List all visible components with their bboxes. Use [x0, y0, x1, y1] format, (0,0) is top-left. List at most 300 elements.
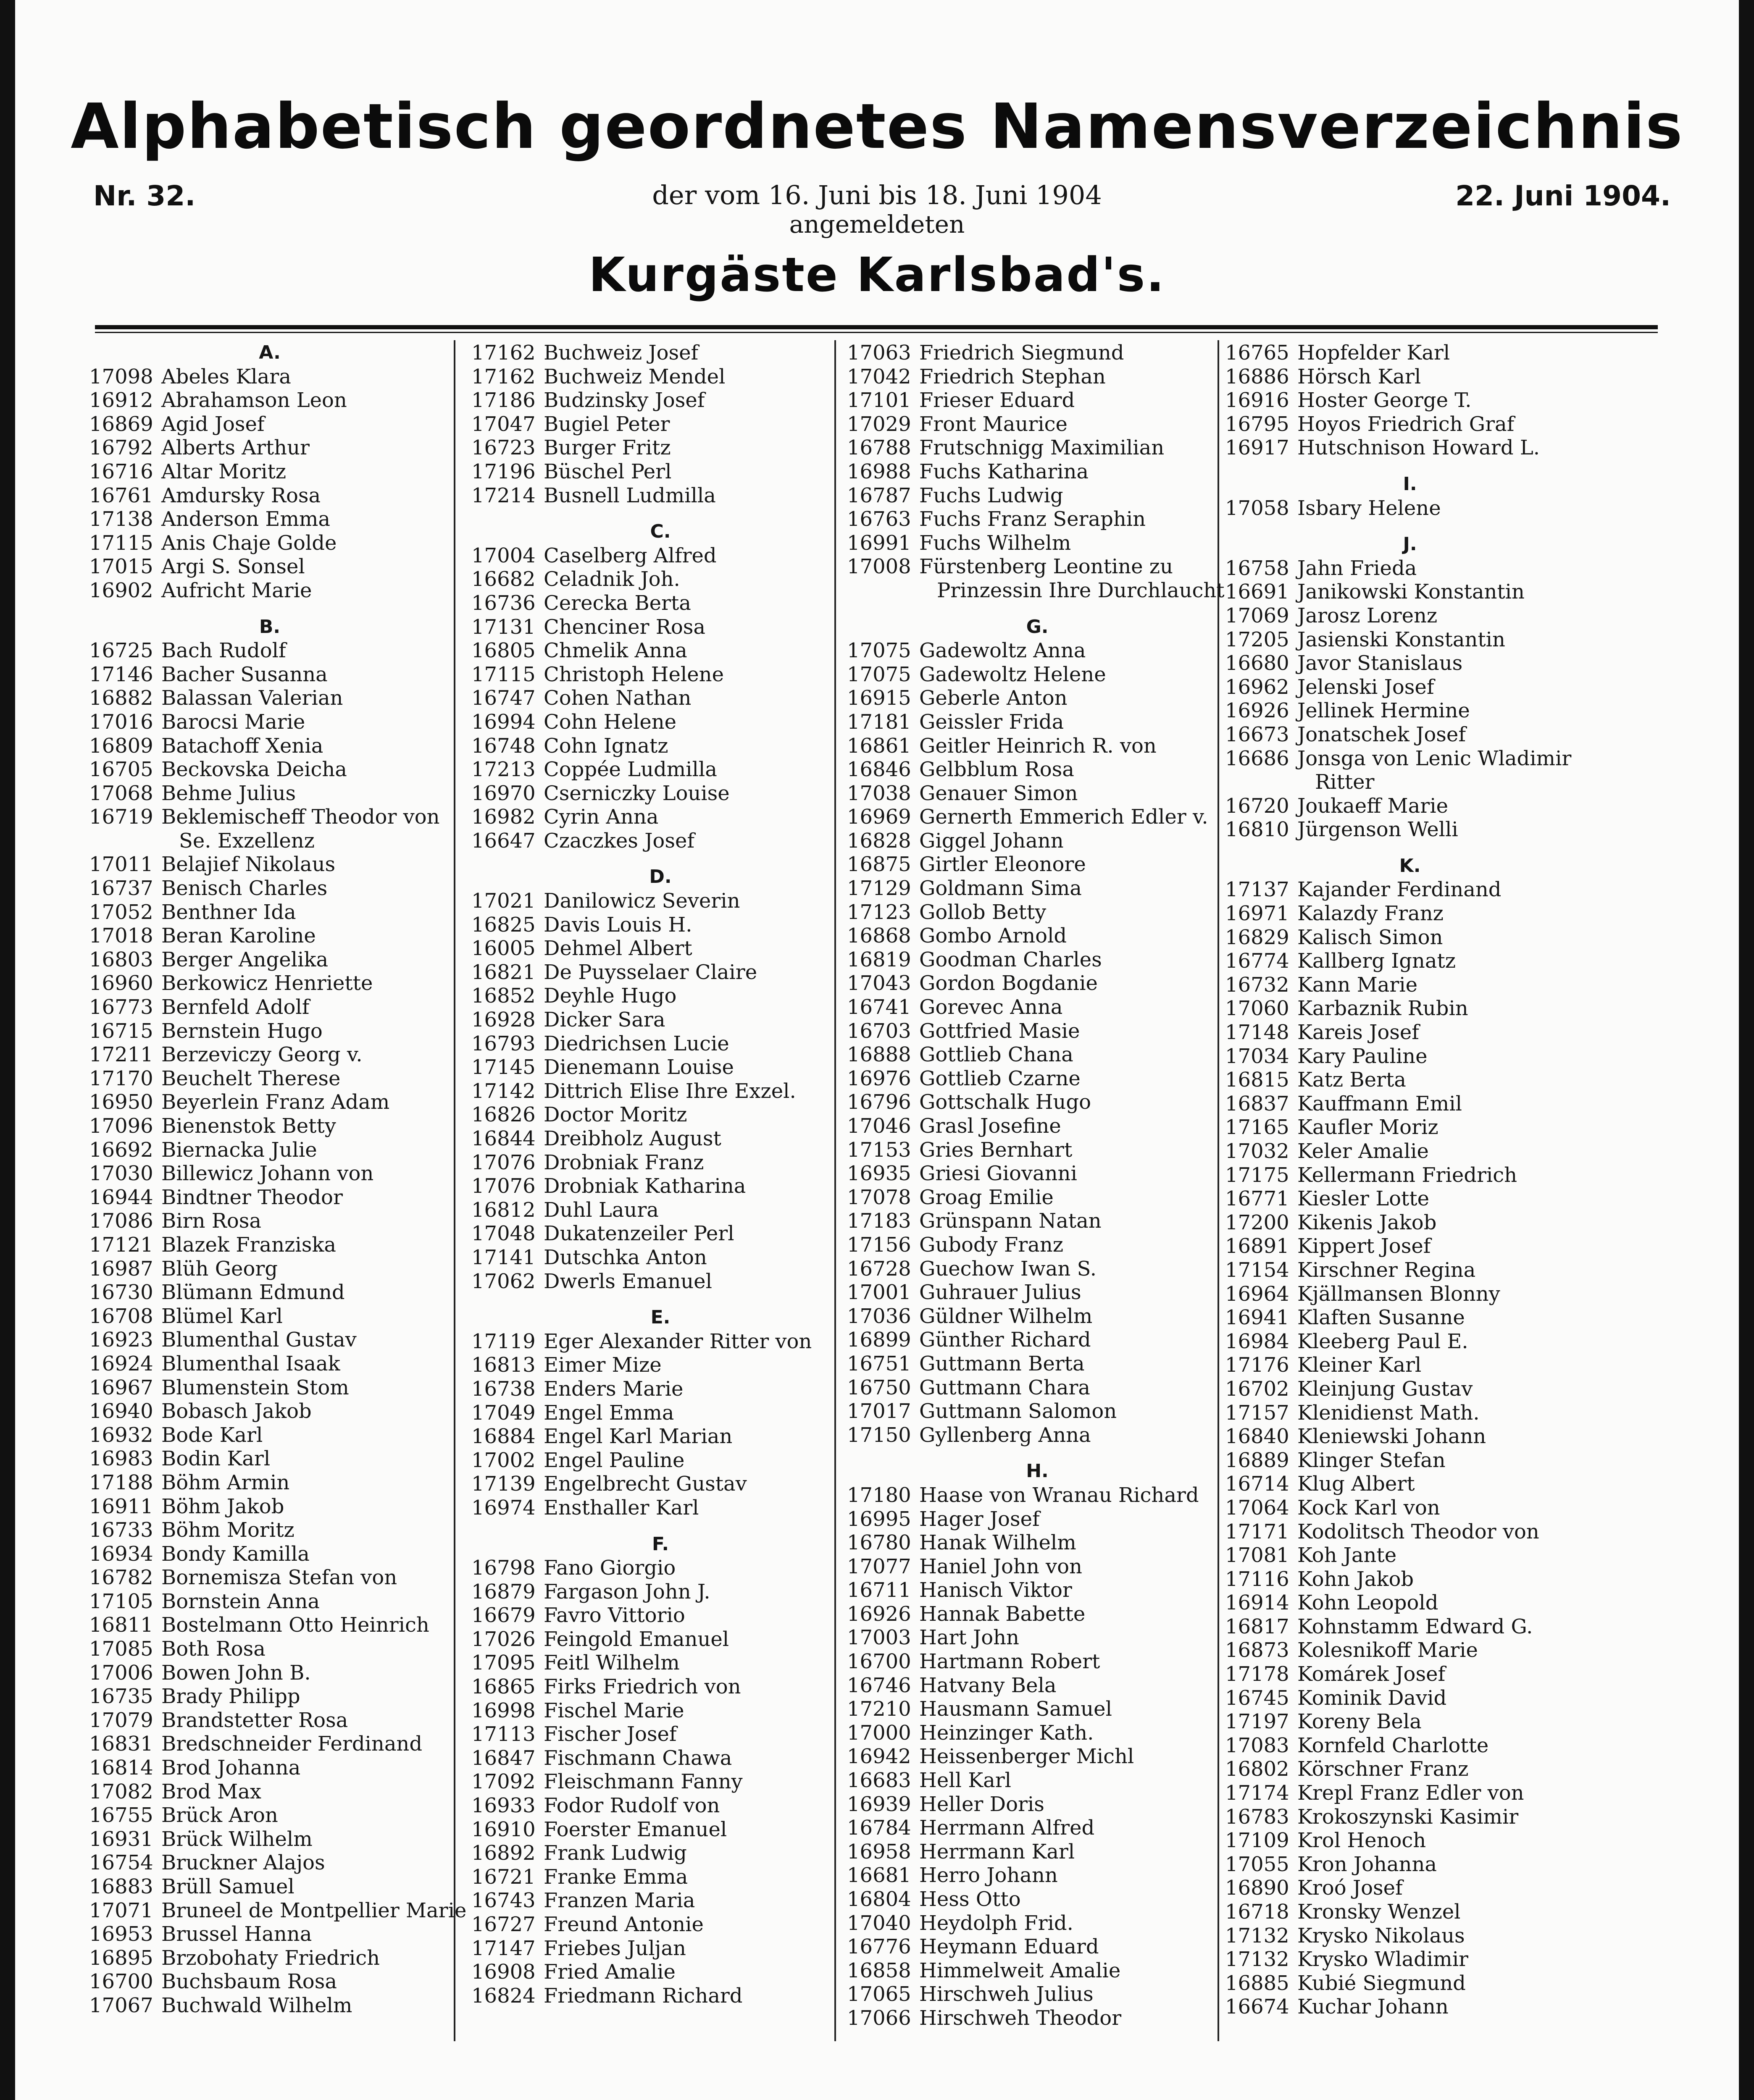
guest-number: 17171 [1225, 1520, 1289, 1544]
guest-name: Brück Wilhelm [161, 1827, 313, 1851]
guest-entry [89, 734, 450, 758]
guest-number: 17002 [471, 1448, 536, 1472]
guest-number: 17003 [847, 1626, 911, 1650]
guest-entry [471, 913, 849, 937]
guest-number: 16892 [471, 1841, 536, 1865]
guest-entry [847, 1840, 1228, 1864]
header-rule [95, 325, 1658, 333]
guest-name: Abrahamson Leon [161, 388, 347, 412]
guest-name: Cserniczky Louise [544, 781, 730, 805]
guest-number: 17069 [1225, 604, 1289, 627]
guest-entry [89, 948, 450, 972]
guest-name: Katz Berta [1297, 1068, 1406, 1092]
guest-entry [471, 388, 849, 412]
guest-name: Kohn Jakob [1297, 1567, 1414, 1591]
guest-name: Engelbrecht Gustav [544, 1472, 747, 1496]
guest-name: Gernerth Emmerich Edler v. [919, 805, 1208, 829]
guest-name: Blumenthal Isaak [161, 1352, 340, 1376]
guest-entry [847, 1114, 1228, 1138]
guest-name: Fuchs Katharina [919, 459, 1089, 483]
guest-number: 16796 [847, 1090, 911, 1114]
guest-number: 16914 [1225, 1591, 1289, 1615]
guest-name: Bugiel Peter [544, 412, 670, 436]
guest-name: Dehmel Albert [544, 937, 692, 961]
section-gap [1225, 460, 1595, 472]
guest-name: Argi S. Sonsel [161, 555, 305, 579]
guest-entry [89, 971, 450, 995]
guest-name: Beklemischeff Theodor von [161, 805, 440, 829]
guest-name: Kikenis Jakob [1297, 1210, 1437, 1234]
guest-entry [89, 1518, 450, 1542]
guest-number: 17101 [847, 388, 911, 412]
guest-entry [1225, 997, 1595, 1021]
guest-entry [847, 1602, 1228, 1626]
guest-name: Giggel Johann [919, 829, 1064, 853]
guest-entry [471, 544, 849, 568]
guest-number: 17075 [847, 662, 911, 686]
guest-entry [471, 1960, 849, 1984]
guest-name: Brussel Hanna [161, 1922, 312, 1946]
guest-entry [847, 1423, 1228, 1447]
guest-entry [89, 663, 450, 687]
section-gap [1225, 520, 1595, 533]
guest-name: Janikowski Konstantin [1297, 580, 1525, 604]
guest-entry [1225, 1757, 1595, 1781]
guest-number: 17078 [847, 1185, 911, 1209]
guest-number: 17186 [471, 388, 536, 412]
guest-number: 16983 [89, 1447, 153, 1471]
guest-name: Kolesnikoff Marie [1297, 1638, 1478, 1662]
guest-entry [847, 1578, 1228, 1602]
guest-name: Kominik David [1297, 1686, 1447, 1710]
guest-name: Gottfried Masie [919, 1019, 1080, 1043]
guest-name: Balassan Valerian [161, 686, 343, 710]
guest-number: 17036 [847, 1304, 911, 1328]
guest-name: Hell Karl [919, 1769, 1011, 1793]
guest-name: Brüll Samuel [161, 1875, 295, 1898]
letter-section-heading: J. [1403, 533, 1417, 555]
guest-entry [89, 1851, 450, 1875]
guest-number: 17196 [471, 459, 536, 483]
guest-number: 17077 [847, 1554, 911, 1578]
guest-number: 16821 [471, 960, 536, 984]
guest-number: 16994 [471, 710, 536, 734]
guest-number: 16725 [89, 639, 153, 663]
guest-number: 16784 [847, 1816, 911, 1840]
guest-number: 17004 [471, 543, 536, 567]
section-heading: Kurgäste Karlsbad's. [589, 248, 1165, 302]
guest-entry [89, 877, 450, 900]
letter-section-heading: C. [650, 521, 671, 543]
guest-entry [471, 1449, 849, 1473]
guest-number: 17154 [1225, 1258, 1289, 1282]
column-divider [454, 340, 455, 2041]
guest-entry [1225, 973, 1595, 997]
guest-name: Geberle Anton [919, 686, 1068, 710]
guest-name: Krepl Franz Edler von [1297, 1781, 1524, 1805]
guest-entry [1225, 794, 1595, 818]
guest-number: 16873 [1225, 1638, 1289, 1662]
guest-entry [89, 758, 450, 782]
guest-number: 16735 [89, 1685, 153, 1709]
guest-number: 16865 [471, 1675, 536, 1699]
guest-name: Brzobohaty Friedrich [161, 1946, 380, 1970]
guest-name: Kubié Siegmund [1297, 1971, 1466, 1995]
guest-entry [847, 1257, 1228, 1281]
guest-entry [847, 1887, 1228, 1911]
guest-entry [1225, 1330, 1595, 1354]
guest-name: Bobasch Jakob [161, 1399, 312, 1423]
guest-number: 17157 [1225, 1401, 1289, 1425]
guest-number: 17150 [847, 1423, 911, 1447]
guest-entry [471, 615, 849, 639]
guest-name: Bodin Karl [161, 1447, 271, 1471]
guest-name: Guechow Iwan S. [919, 1257, 1097, 1281]
guest-number: 16780 [847, 1531, 911, 1555]
guest-number: 16647 [471, 829, 536, 853]
guest-name: Komárek Josef [1297, 1662, 1446, 1686]
letter-section-heading: A. [259, 342, 281, 363]
guest-name: Eger Alexander Ritter von [544, 1329, 812, 1353]
guest-name: Guttmann Salomon [919, 1399, 1117, 1423]
guest-name: Hoster George T. [1297, 388, 1472, 412]
guest-number: 16805 [471, 639, 536, 663]
guest-number: 16934 [89, 1542, 153, 1566]
guest-number: 16895 [89, 1946, 153, 1970]
guest-number: 17047 [471, 412, 536, 436]
guest-entry [471, 937, 849, 961]
guest-entry [1225, 1163, 1595, 1187]
guest-number: 16765 [1225, 341, 1289, 365]
section-gap [847, 603, 1228, 615]
guest-entry [847, 1399, 1228, 1423]
guest-number: 17146 [89, 662, 153, 686]
guest-name: Franzen Maria [544, 1889, 695, 1913]
guest-name: Kronsky Wenzel [1297, 1900, 1461, 1924]
guest-name: Geissler Frida [919, 710, 1064, 734]
guest-number: 16964 [1225, 1282, 1289, 1306]
guest-entry [847, 1352, 1228, 1376]
guest-entry [471, 1651, 849, 1675]
guest-name: Hatvany Bela [919, 1673, 1057, 1697]
guest-number: 16736 [471, 591, 536, 615]
guest-entry [1225, 1853, 1595, 1877]
guest-number: 16844 [471, 1127, 536, 1150]
guest-name: Kalazdy Franz [1297, 902, 1444, 926]
guest-number: 17000 [847, 1721, 911, 1745]
guest-entry [471, 829, 849, 853]
guest-entry [1225, 1092, 1595, 1116]
guest-number: 16995 [847, 1507, 911, 1531]
guest-name: Heinzinger Kath. [919, 1721, 1094, 1745]
guest-entry [471, 1770, 849, 1794]
guest-name: Groag Emilie [919, 1185, 1054, 1209]
newspaper-page [15, 0, 1739, 2100]
guest-name: Jonatschek Josef [1297, 722, 1466, 746]
guest-name: Fischmann Chawa [544, 1746, 732, 1770]
guest-number: 16924 [89, 1352, 153, 1376]
guest-number: 16719 [89, 805, 153, 829]
guest-entry [847, 1816, 1228, 1840]
guest-entry [471, 1222, 849, 1246]
guest-number: 16917 [1225, 436, 1289, 460]
guest-number: 17016 [89, 710, 153, 734]
guest-number: 16888 [847, 1043, 911, 1067]
guest-entry [1225, 902, 1595, 926]
guest-number: 17064 [1225, 1496, 1289, 1520]
guest-entry [1225, 1021, 1595, 1045]
guest-number: 16829 [1225, 925, 1289, 949]
guest-entry [89, 1780, 450, 1804]
guest-number: 16803 [89, 948, 153, 971]
guest-entry [471, 1401, 849, 1425]
guest-name: Jelenski Josef [1297, 675, 1434, 699]
guest-entry [471, 1722, 849, 1746]
guest-entry [471, 1008, 849, 1032]
guest-number: 17116 [1225, 1567, 1289, 1591]
guest-entry [847, 1650, 1228, 1674]
guest-entry [1225, 1995, 1595, 2019]
guest-entry [847, 1935, 1228, 1959]
guest-name: Bostelmann Otto Heinrich [161, 1613, 429, 1637]
guest-number: 16869 [89, 412, 153, 436]
guest-number: 17095 [471, 1651, 536, 1675]
guest-entry [847, 507, 1228, 531]
guest-number: 16815 [1225, 1068, 1289, 1092]
guest-number: 16755 [89, 1803, 153, 1827]
guest-number: 16902 [89, 578, 153, 602]
guest-name: Genauer Simon [919, 781, 1078, 805]
guest-name: Gottlieb Chana [919, 1043, 1073, 1067]
guest-name: Grasl Josefine [919, 1114, 1061, 1138]
guest-entry [847, 365, 1228, 389]
guest-entry [1225, 651, 1595, 675]
guest-entry [471, 961, 849, 984]
guest-entry [89, 436, 450, 460]
guest-entry [471, 1675, 849, 1699]
guest-number: 16890 [1225, 1876, 1289, 1900]
guest-entry [847, 1305, 1228, 1328]
guest-entry [847, 484, 1228, 508]
guest-entry [847, 2006, 1228, 2030]
guest-entry [89, 805, 450, 829]
section-gap [471, 1293, 849, 1306]
guest-number: 16679 [471, 1604, 536, 1628]
guest-name: Karbaznik Rubin [1297, 997, 1468, 1021]
guest-number: 16813 [471, 1353, 536, 1377]
guest-name: Körschner Franz [1297, 1757, 1469, 1781]
guest-name: Blumenthal Gustav [161, 1328, 357, 1352]
guest-name: Beyerlein Franz Adam [161, 1090, 390, 1114]
name-column-1 [89, 341, 467, 2018]
guest-name: Krysko Nikolaus [1297, 1924, 1465, 1948]
guest-entry [89, 1471, 450, 1495]
guest-name: Blüh Georg [161, 1257, 278, 1281]
guest-entry [471, 758, 849, 782]
guest-name: Jonsga von Lenic Wladimir [1297, 746, 1572, 770]
guest-entry [471, 1628, 849, 1651]
guest-name: Kleniewski Johann [1297, 1425, 1486, 1449]
guest-name: Brod Max [161, 1780, 261, 1803]
guest-number: 17156 [847, 1233, 911, 1257]
guest-number: 17075 [847, 639, 911, 663]
guest-name: Isbary Helene [1297, 496, 1441, 520]
guest-number: 16831 [89, 1732, 153, 1756]
guest-entry [847, 341, 1228, 365]
guest-name: Eimer Mize [544, 1353, 662, 1377]
guest-name: Celadnik Joh. [544, 567, 680, 591]
guest-name: Girtler Eleonore [919, 853, 1086, 877]
guest-number: 17076 [471, 1150, 536, 1174]
guest-name: Javor Stanislaus [1297, 651, 1463, 675]
guest-entry [1225, 949, 1595, 973]
guest-name: Dukatenzeiler Perl [544, 1222, 734, 1246]
guest-number: 17062 [471, 1269, 536, 1293]
guest-entry [471, 734, 849, 758]
guest-entry [847, 853, 1228, 877]
guest-number: 17042 [847, 365, 911, 388]
guest-number: 16732 [1225, 973, 1289, 997]
guest-entry [471, 1984, 849, 2008]
guest-name: Kock Karl von [1297, 1496, 1440, 1520]
guest-number: 17034 [1225, 1044, 1289, 1068]
name-column-3 [847, 341, 1228, 2030]
guest-number: 16931 [89, 1827, 153, 1851]
guest-number: 16939 [847, 1792, 911, 1816]
guest-number: 16817 [1225, 1614, 1289, 1638]
guest-number: 17113 [471, 1722, 536, 1746]
guest-number: 17066 [847, 2006, 911, 2030]
guest-entry [847, 1376, 1228, 1400]
guest-name: Davis Louis H. [544, 913, 692, 937]
guest-name: Brandstetter Rosa [161, 1708, 348, 1732]
registered-line: angemeldeten [789, 210, 965, 239]
guest-name: Bowen John B. [161, 1661, 311, 1685]
guest-entry [847, 829, 1228, 853]
guest-number: 16804 [847, 1887, 911, 1911]
guest-number: 16868 [847, 924, 911, 948]
guest-entry [89, 1613, 450, 1637]
guest-entry [847, 639, 1228, 663]
guest-number: 16960 [89, 971, 153, 995]
guest-number: 16718 [1225, 1900, 1289, 1924]
guest-name: Herrmann Karl [919, 1840, 1075, 1864]
guest-entry [1225, 723, 1595, 747]
guest-number: 17132 [1225, 1924, 1289, 1948]
guest-name: Kellermann Friedrich [1297, 1163, 1517, 1187]
guest-number: 16792 [89, 436, 153, 460]
guest-entry [89, 1328, 450, 1352]
guest-number: 16812 [471, 1198, 536, 1222]
guest-name: Frutschnigg Maximilian [919, 436, 1165, 460]
guest-number: 16825 [471, 913, 536, 937]
guest-name: Goodman Charles [919, 948, 1102, 971]
guest-number: 16967 [89, 1376, 153, 1399]
guest-number: 17021 [471, 889, 536, 913]
guest-number: 17147 [471, 1936, 536, 1960]
guest-entry [847, 555, 1228, 579]
guest-number: 17026 [471, 1627, 536, 1651]
guest-name: Both Rosa [161, 1637, 266, 1661]
guest-name: Buchweiz Josef [544, 341, 699, 365]
guest-entry [1225, 878, 1595, 902]
guest-number: 17048 [471, 1222, 536, 1246]
guest-entry [471, 1699, 849, 1723]
guest-name: Biernacka Julie [161, 1138, 317, 1162]
guest-number: 17183 [847, 1209, 911, 1233]
letter-section-heading: E. [650, 1307, 671, 1328]
guest-name: Hanak Wilhelm [919, 1531, 1076, 1555]
guest-entry [471, 412, 849, 436]
guest-name: Guttmann Berta [919, 1352, 1085, 1376]
guest-number: 17115 [89, 531, 153, 555]
guest-name: Behme Julius [161, 781, 296, 805]
guest-entry [1225, 1449, 1595, 1473]
guest-entry [847, 1674, 1228, 1698]
guest-number: 16798 [471, 1556, 536, 1580]
guest-number: 17153 [847, 1138, 911, 1162]
guest-name: Kornfeld Charlotte [1297, 1733, 1489, 1757]
guest-entry [1225, 1805, 1595, 1829]
guest-number: 16974 [471, 1496, 536, 1520]
guest-number: 16885 [1225, 1971, 1289, 1995]
guest-number: 16970 [471, 781, 536, 805]
guest-number: 16969 [847, 805, 911, 829]
guest-entry [89, 1067, 450, 1091]
guest-entry [1225, 1900, 1595, 1924]
guest-number: 17071 [89, 1898, 153, 1922]
guest-name: Kleinjung Gustav [1297, 1377, 1473, 1401]
guest-number: 16912 [89, 388, 153, 412]
guest-name: Bornemisza Stefan von [161, 1566, 397, 1590]
guest-number: 17001 [847, 1281, 911, 1305]
guest-number: 17119 [471, 1329, 536, 1353]
guest-entry [1225, 388, 1595, 412]
section-gap [471, 853, 849, 865]
guest-number: 17123 [847, 900, 911, 924]
entry-continuation: Se. Exzellenz [179, 829, 315, 853]
letter-section-heading: D. [649, 866, 672, 888]
guest-entry [1225, 1211, 1595, 1235]
period-line: der vom 16. Juni bis 18. Juni 1904 [652, 180, 1102, 210]
guest-name: Jellinek Hermine [1297, 699, 1470, 723]
guest-entry [89, 1994, 450, 2018]
guest-name: Bindtner Theodor [161, 1185, 343, 1209]
guest-number: 17109 [1225, 1829, 1289, 1853]
guest-name: Böhm Moritz [161, 1518, 295, 1542]
guest-name: Fano Giorgio [544, 1556, 676, 1580]
guest-name: Kjällmansen Blonny [1297, 1282, 1500, 1306]
guest-entry [847, 1162, 1228, 1186]
guest-entry [847, 971, 1228, 995]
guest-entry [89, 1043, 450, 1067]
guest-entry [847, 460, 1228, 484]
guest-entry [471, 1079, 849, 1103]
guest-entry [471, 1746, 849, 1770]
entry-continuation: Prinzessin Ihre Durchlaucht [937, 578, 1225, 602]
guest-name: Griesi Giovanni [919, 1162, 1077, 1186]
guest-name: Agid Josef [161, 412, 265, 436]
guest-entry [471, 1270, 849, 1294]
guest-entry [471, 710, 849, 734]
guest-name: Gelbblum Rosa [919, 758, 1074, 782]
guest-number: 16748 [471, 734, 536, 758]
guest-number: 16711 [847, 1578, 911, 1602]
guest-number: 17170 [89, 1066, 153, 1090]
guest-entry [1225, 1971, 1595, 1995]
guest-entry [471, 1032, 849, 1056]
guest-name: Hörsch Karl [1297, 365, 1421, 388]
